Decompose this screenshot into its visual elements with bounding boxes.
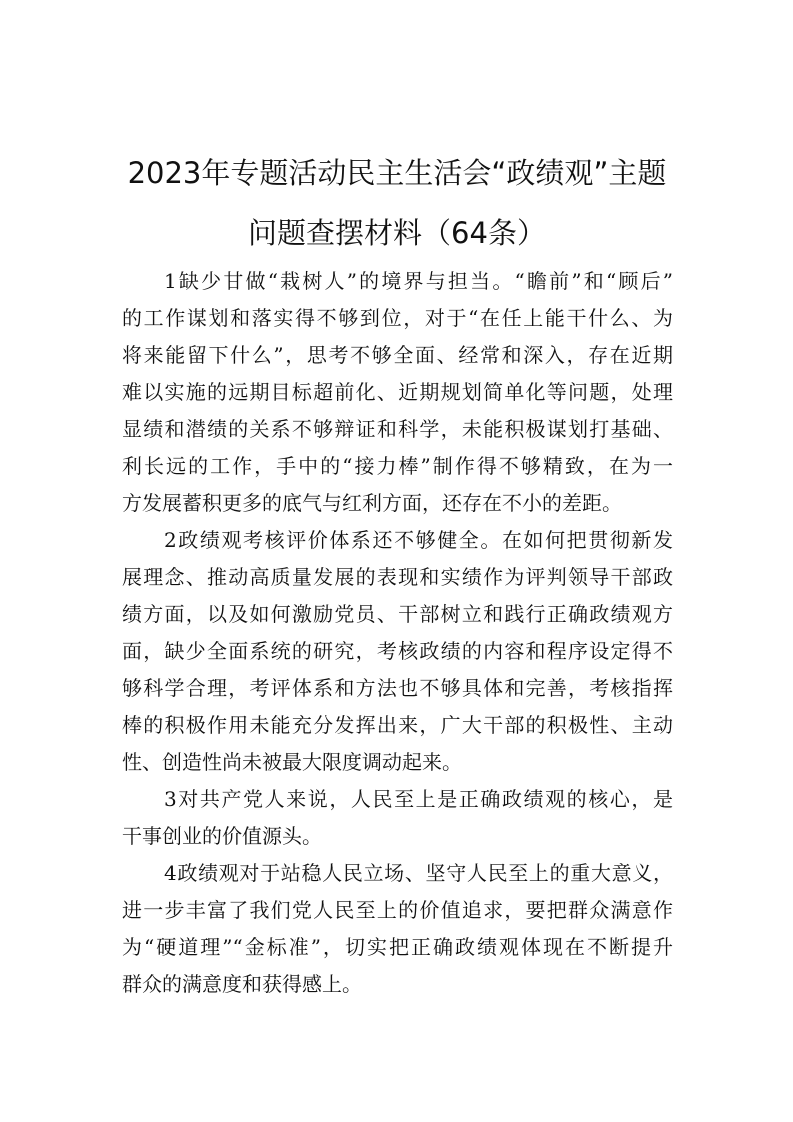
paragraph-line: 1缺少甘做“栽树人”的境界与担当。“瞻前”和“顾后” — [164, 269, 673, 293]
paragraph-line: 利长远的工作，手中的“接力棒”制作得不够精致，在为一 — [122, 454, 673, 478]
paragraph-line: 性、创造性尚未被最大限度调动起来。 — [122, 750, 462, 774]
paragraph-line: 显绩和潜绩的关系不够辩证和科学，未能积极谋划打基础、 — [122, 417, 673, 441]
paragraph-2 — [122, 522, 673, 781]
paragraph-line: 3对共产党人来说，人民至上是正确政绩观的核心，是 — [164, 787, 673, 811]
paragraph-4 — [122, 855, 673, 1003]
paragraph-line: 干事创业的价值源头。 — [122, 824, 322, 848]
document-body — [122, 263, 673, 1003]
paragraph-1 — [122, 263, 673, 522]
paragraph-line: 够科学合理，考评体系和方法也不够具体和完善，考核指挥 — [122, 676, 673, 700]
paragraph-line: 4政绩观对于站稳人民立场、坚守人民至上的重大意义， — [164, 861, 673, 885]
paragraph-line: 2政绩观考核评价体系还不够健全。在如何把贯彻新发 — [164, 528, 673, 552]
paragraph-line: 的工作谋划和落实得不够到位，对于“在任上能干什么、为 — [122, 306, 673, 330]
paragraph-line: 展理念、推动高质量发展的表现和实绩作为评判领导干部政 — [122, 565, 673, 589]
paragraph-line: 棒的积极作用未能充分发挥出来，广大干部的积极性、主动 — [122, 713, 673, 737]
paragraph-line: 难以实施的远期目标超前化、近期规划简单化等问题，处理 — [122, 380, 673, 404]
paragraph-3 — [122, 781, 673, 855]
paragraph-line: 绩方面，以及如何激励党员、干部树立和践行正确政绩观方 — [122, 602, 673, 626]
paragraph-line: 为“硬道理”“金标准”，切实把正确政绩观体现在不断提升 — [122, 935, 673, 959]
paragraph-line: 方发展蓄积更多的底气与红利方面，还存在不小的差距。 — [122, 491, 622, 515]
document-title-line-1: 2023年专题活动民主生活会“政绩观”主题 — [127, 156, 667, 190]
paragraph-line: 群众的满意度和获得感上。 — [122, 972, 362, 996]
document-title-line-2: 问题查摆材料（64条） — [248, 216, 546, 250]
paragraph-line: 面，缺少全面系统的研究，考核政绩的内容和程序设定得不 — [122, 639, 673, 663]
paragraph-line: 进一步丰富了我们党人民至上的价值追求，要把群众满意作 — [122, 898, 673, 922]
paragraph-line: 将来能留下什么”，思考不够全面、经常和深入，存在近期 — [122, 343, 673, 367]
